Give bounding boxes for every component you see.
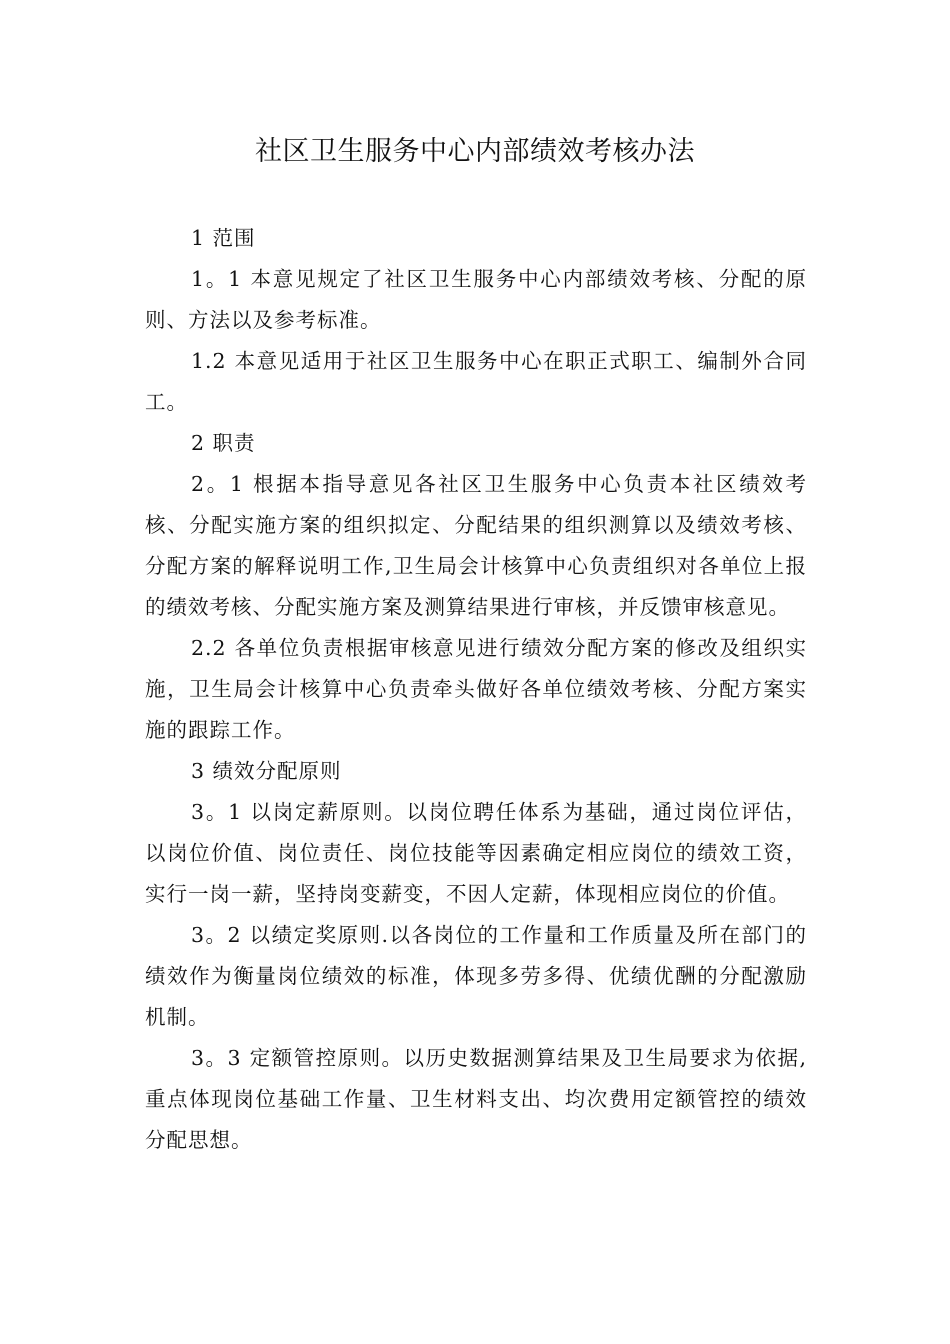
section-heading-principles: 3 绩效分配原则 [191,759,342,783]
document-title: 社区卫生服务中心内部绩效考核办法 [255,136,695,167]
paragraph-2-1: 2。1 根据本指导意见各社区卫生服务中心负责本社区绩效考核、分配实施方案的组织拟定、分配结果的组织测算以及绩效考核、分配方案的解释说明工作,卫生局会计核算中心负责组织对各单位上报的绩效考核、分配实施方案及测算结果进行审核，并反馈审核意见。 [145,472,807,619]
paragraph-3-2: 3。2 以绩定奖原则.以各岗位的工作量和工作质量及所在部门的绩效作为衡量岗位绩效的标准，体现多劳多得、优绩优酬的分配激励机制。 [145,923,807,1029]
section-heading-scope: 1 范围 [191,226,256,250]
paragraph-3-3: 3。3 定额管控原则。以历史数据测算结果及卫生局要求为依据,重点体现岗位基础工作量、卫生材料支出、均次费用定额管控的绩效分配思想。 [145,1046,807,1152]
paragraph-1-1: 1。1 本意见规定了社区卫生服务中心内部绩效考核、分配的原则、方法以及参考标准。 [145,267,807,332]
section-heading-duties: 2 职责 [191,431,256,455]
paragraph-2-2: 2.2 各单位负责根据审核意见进行绩效分配方案的修改及组织实施，卫生局会计核算中心负责牵头做好各单位绩效考核、分配方案实施的跟踪工作。 [145,636,807,742]
paragraph-3-1: 3。1 以岗定薪原则。以岗位聘任体系为基础，通过岗位评估，以岗位价值、岗位责任、岗位技能等因素确定相应岗位的绩效工资，实行一岗一薪，坚持岗变薪变，不因人定薪，体现相应岗位的价值。 [145,800,807,906]
paragraph-1-2: 1.2 本意见适用于社区卫生服务中心在职正式职工、编制外合同工。 [145,349,807,414]
document-body [145,218,807,1161]
